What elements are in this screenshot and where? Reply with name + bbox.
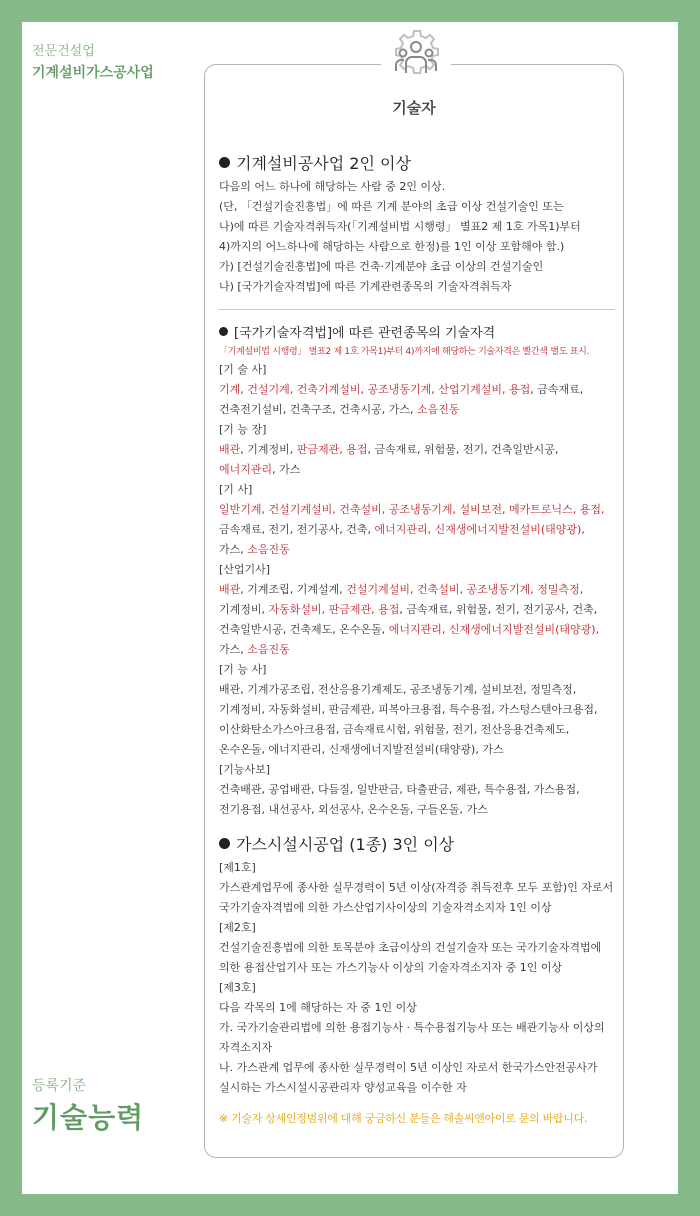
body-line: 가스관계업무에 종사한 실무경력이 5년 이상(자격증 취득전후 모두 포함)인 자로서 bbox=[219, 881, 614, 894]
section-heading-text: 가스시설시공업 (1종) 3인 이상 bbox=[236, 835, 455, 854]
body-line: 건설기술진흥법에 의한 토목분야 초급이상의 건설기술자 또는 국가기술자격법에 bbox=[219, 941, 602, 954]
highlighted-qualification: 에너지관리, 신재생에너지발전설비(태양광), bbox=[388, 623, 600, 636]
highlighted-qualification: 소음진동 bbox=[247, 643, 290, 656]
qualification-text: 배관, 기계가공조립, 전산응용기계제도, 공조냉동기계, 설비보전, 정밀측정, bbox=[219, 683, 577, 696]
qualification-group-label: [산업기사] bbox=[219, 563, 271, 576]
body-line: 다음의 어느 하나에 해당하는 사람 중 2인 이상. bbox=[219, 180, 446, 193]
qualification-text: , 가스 bbox=[272, 463, 301, 476]
section-heading-text: 기계설비공사업 2인 이상 bbox=[236, 154, 411, 173]
subcategory-label: 기계설비가스공사업 bbox=[32, 65, 154, 81]
body-line: 국가기술자격법에 의한 가스산업기사이상의 기술자격소지자 1인 이상 bbox=[219, 901, 552, 914]
body-line: [제1호] bbox=[219, 861, 256, 874]
qualification-line bbox=[219, 460, 615, 480]
section-heading-gas bbox=[219, 832, 615, 855]
qualification-text: 가스, bbox=[219, 543, 248, 556]
qualification-line bbox=[219, 600, 615, 620]
qualification-group-label: [기 술 사] bbox=[219, 363, 267, 376]
highlighted-qualification: 배관 bbox=[219, 443, 241, 456]
qualification-group-label: [기 능 장] bbox=[219, 423, 267, 436]
body-line: 4)까지의 어느하나에 해당하는 사람으로 한정)를 1인 이상 포함해야 함.) bbox=[219, 240, 565, 253]
qualification-text: 건축전기설비, 건축구조, 건축시공, 가스, bbox=[219, 403, 417, 416]
qualification-text: , 기계조립, 기계설계, bbox=[240, 583, 347, 596]
body-line: 자격소지자 bbox=[219, 1041, 273, 1054]
card-title: 기술자 bbox=[392, 99, 436, 117]
qualification-group-label: [기 능 사] bbox=[219, 663, 267, 676]
qualification-text: 가스, bbox=[219, 643, 248, 656]
section-heading-qualifications bbox=[219, 322, 615, 341]
highlighted-qualification: 배관 bbox=[219, 583, 241, 596]
body-line: 가) [건설기술진흥법]에 따른 건축·기계분야 초급 이상의 건설기술인 bbox=[219, 260, 544, 273]
highlighted-qualification: 기계, 건설기계, 건축기계설비, 공조냉동기계, 산업기계설비, 용접 bbox=[219, 383, 531, 396]
section-body-mechanical bbox=[219, 177, 615, 297]
qualification-text: , 금속재료, 위험물, 전기, 전기공사, 건축, bbox=[399, 603, 598, 616]
qualification-line bbox=[219, 580, 615, 600]
qualification-line bbox=[219, 400, 615, 420]
qualification-line bbox=[219, 500, 615, 520]
qualification-line bbox=[219, 520, 615, 540]
bullet-icon bbox=[219, 327, 228, 336]
qualification-text: 기계정비, bbox=[219, 603, 269, 616]
body-line: 의한 용접산업기사 또는 가스기능사 이상의 기술자격소지자 중 1인 이상 bbox=[219, 961, 563, 974]
technician-card bbox=[204, 64, 624, 1158]
body-line: 다음 각목의 1에 해당하는 자 중 1인 이상 bbox=[219, 1001, 417, 1014]
highlighted-qualification: 판금제관, 용접 bbox=[296, 443, 368, 456]
body-line: 나) [국가기술자격법]에 따른 기계관련종목의 기술자격취득자 bbox=[219, 280, 512, 293]
highlighted-qualification: 에너지관리, 신재생에너지발전설비(태양광), bbox=[374, 523, 585, 536]
qualification-group-label: [기 사] bbox=[219, 483, 253, 496]
body-line: 나)에 따른 기술자격취득자(「기계설비법 시행령」 별표2 제 1호 가목1)부터 bbox=[219, 220, 581, 233]
qualification-line bbox=[219, 720, 615, 740]
bullet-icon bbox=[219, 157, 230, 168]
highlighted-qualification: 건설기계설비, 건축설비, 공조냉동기계, 정밀측정, bbox=[346, 583, 584, 596]
qualification-line bbox=[219, 780, 615, 800]
qualification-text: 이산화탄소가스아크용접, 금속재료시험, 위험물, 전기, 전산응용건축제도, bbox=[219, 723, 570, 736]
qualification-line bbox=[219, 740, 615, 760]
qualification-line bbox=[219, 440, 615, 460]
highlighted-qualification: 일반기계, 건설기계설비, 건축설비, 공조냉동기계, 설비보전, 메카트로닉스, 용접, bbox=[219, 503, 605, 516]
body-line: 나. 가스관계 업무에 종사한 실무경력이 5년 이상인 자로서 한국가스안전공사가 bbox=[219, 1061, 598, 1074]
qualification-text: , 금속재료, 위험물, 전기, 건축일반시공, bbox=[367, 443, 559, 456]
qualification-line bbox=[219, 540, 615, 560]
register-criteria-label: 등록기준 bbox=[32, 1078, 87, 1094]
red-mark-note: 「기계설비법 시행령」 별표2 제 1호 가목1)부터 4)까지에 해당하는 기술자격은 빨간색 별도 표시. bbox=[219, 347, 590, 357]
gear-people-icon bbox=[381, 25, 451, 89]
body-line: 가. 국가기술관리법에 의한 용접기능사 · 특수용접기능사 또는 배관기능사 이상의 bbox=[219, 1021, 605, 1034]
qualification-line bbox=[219, 680, 615, 700]
inquiry-footnote: ※ 기술자 상세인정범위에 대해 궁금하신 분들은 해솔씨앤아이로 문의 바랍니다. bbox=[219, 1112, 588, 1125]
bullet-icon bbox=[219, 838, 230, 849]
qualification-text: 금속재료, 전기, 전기공사, 건축, bbox=[219, 523, 375, 536]
qualification-line bbox=[219, 800, 615, 820]
technical-capability-title: 기술능력 bbox=[32, 1101, 145, 1134]
divider bbox=[219, 309, 615, 310]
section-heading-mechanical bbox=[219, 151, 615, 174]
qualification-text: 건축일반시공, 건축제도, 온수온돌, bbox=[219, 623, 389, 636]
section-heading-text: [국가기술자격법]에 따른 관련종목의 기술자격 bbox=[234, 326, 496, 341]
qualification-text: , 금속재료, bbox=[530, 383, 584, 396]
qualification-line bbox=[219, 640, 615, 660]
qualification-line bbox=[219, 620, 615, 640]
card-content bbox=[219, 151, 615, 1128]
qualification-text: 전기용접, 내선공사, 외선공사, 온수온돌, 구들온돌, 가스 bbox=[219, 803, 488, 816]
qualification-line bbox=[219, 700, 615, 720]
qualification-text: 건축배관, 공업배관, 다듬질, 일반판금, 타출판금, 제관, 특수용접, 가스용접, bbox=[219, 783, 580, 796]
highlighted-qualification: 소음진동 bbox=[247, 543, 290, 556]
highlighted-qualification: 자동화설비, 판금제관, 용접 bbox=[268, 603, 400, 616]
qualification-text: 온수온돌, 에너지관리, 신재생에너지발전설비(태양광), 가스 bbox=[219, 743, 504, 756]
body-line: (단, 「건설기술진흥법」에 따른 기계 분야의 초급 이상 건설기술인 또는 bbox=[219, 200, 564, 213]
qualification-group-label: [기능사보] bbox=[219, 763, 271, 776]
body-line: 실시하는 가스시설시공관리자 양성교육을 이수한 자 bbox=[219, 1081, 467, 1094]
body-line: [제3호] bbox=[219, 981, 256, 994]
qualification-groups bbox=[219, 360, 615, 820]
highlighted-qualification: 소음진동 bbox=[417, 403, 460, 416]
qualification-text: , 기계정비, bbox=[240, 443, 297, 456]
body-line: [제2호] bbox=[219, 921, 256, 934]
highlighted-qualification: 에너지관리 bbox=[219, 463, 273, 476]
qualification-text: 기계정비, 자동화설비, 판금제관, 피복아크용접, 특수용접, 가스텅스텐아크용접, bbox=[219, 703, 598, 716]
category-label: 전문건설업 bbox=[32, 44, 95, 59]
section-body-gas bbox=[219, 858, 615, 1098]
qualification-line bbox=[219, 380, 615, 400]
